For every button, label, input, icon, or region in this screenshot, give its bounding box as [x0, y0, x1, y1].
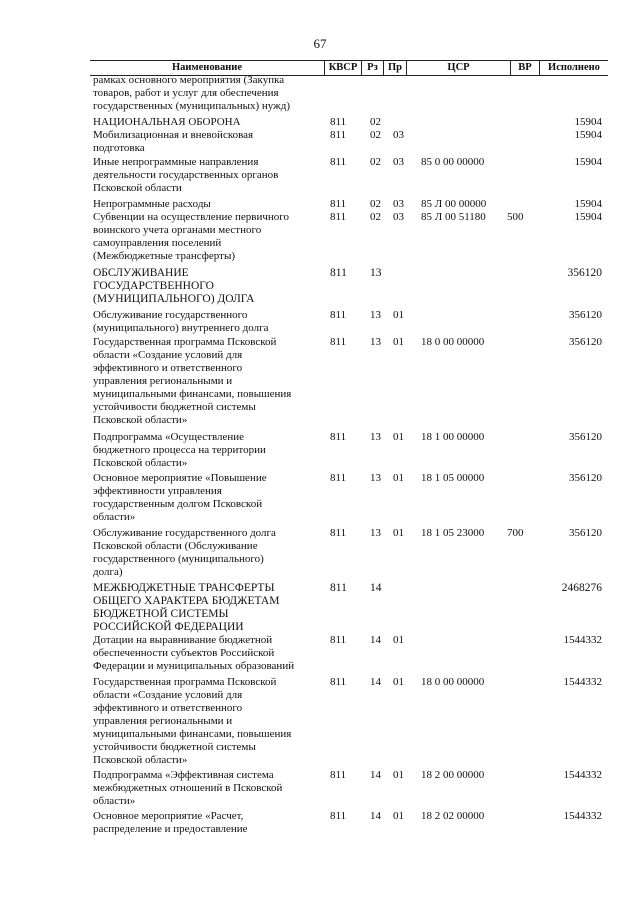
name-line: Псковской области: [93, 182, 182, 194]
cell-csr: 85 Л 00 00000: [421, 198, 487, 210]
name-line: воинского учета органами местного: [93, 224, 262, 236]
cell-kvsr: 811: [330, 198, 347, 210]
cell-name: [93, 582, 315, 634]
name-line: товаров, работ и услуг для обеспечения: [93, 87, 279, 99]
cell-executed: 356120: [569, 431, 602, 443]
name-line: (МУНИЦИПАЛЬНОГО) ДОЛГА: [93, 293, 255, 305]
cell-name: [93, 769, 315, 808]
name-line: РОССИЙСКОЙ ФЕДЕРАЦИИ: [93, 621, 244, 633]
page-number: 67: [313, 36, 327, 51]
cell-executed: 356120: [569, 336, 602, 348]
cell-csr: 18 1 05 00000: [421, 472, 485, 484]
cell-rz: 13: [370, 309, 381, 321]
column-header-pr: Пр: [383, 61, 406, 75]
name-line: области»: [93, 511, 136, 523]
name-line: Федерации и муниципальных образований: [93, 660, 295, 672]
cell-rz: 14: [370, 769, 381, 781]
cell-name: [93, 676, 315, 767]
cell-name: [93, 309, 315, 335]
cell-name: [93, 336, 315, 427]
cell-rz: 14: [370, 676, 381, 688]
cell-csr: 18 1 00 00000: [421, 431, 485, 443]
cell-pr: 03: [393, 129, 404, 141]
cell-kvsr: 811: [330, 634, 347, 646]
cell-executed: 356120: [569, 527, 602, 539]
cell-name: [93, 431, 315, 470]
name-line: устойчивости бюджетной системы: [93, 401, 256, 413]
cell-name: [93, 810, 315, 836]
cell-executed: 1544332: [563, 634, 602, 646]
name-line: Государственная программа Псковской: [93, 336, 277, 348]
name-line: Субвенции на осуществление первичного: [93, 211, 290, 223]
cell-kvsr: 811: [330, 582, 347, 594]
cell-csr: 85 0 00 00000: [421, 156, 485, 168]
column-header-kvsr: КВСР: [324, 61, 361, 75]
name-line: деятельности государственных органов: [93, 169, 279, 181]
name-line: Государственная программа Псковской: [93, 676, 277, 688]
name-line: долга): [93, 566, 123, 578]
cell-kvsr: 811: [330, 129, 347, 141]
name-line: подготовка: [93, 142, 145, 154]
cell-name: [93, 156, 315, 195]
cell-rz: 02: [370, 156, 381, 168]
cell-executed: 15904: [574, 129, 602, 141]
cell-name: [93, 74, 315, 113]
cell-name: [93, 198, 315, 211]
cell-rz: 14: [370, 810, 381, 822]
name-line: государственных (муниципальных) нужд): [93, 100, 290, 112]
name-line: Иные непрограммные направления: [93, 156, 259, 168]
name-line: самоуправления поселений: [93, 237, 222, 249]
cell-kvsr: 811: [330, 211, 347, 223]
cell-pr: 01: [393, 676, 404, 688]
cell-kvsr: 811: [330, 676, 347, 688]
cell-pr: 01: [393, 527, 404, 539]
cell-rz: 14: [370, 582, 382, 594]
name-line: Псковской области»: [93, 754, 188, 766]
column-header-csr: ЦСР: [406, 61, 510, 75]
name-line: Основное мероприятие «Повышение: [93, 472, 267, 484]
name-line: (муниципального) внутреннего долга: [93, 322, 269, 334]
name-line: области «Создание условий для: [93, 349, 243, 361]
cell-executed: 15904: [574, 156, 602, 168]
column-header-executed: Исполнено: [539, 61, 608, 75]
cell-pr: 03: [393, 156, 404, 168]
cell-rz: 13: [370, 472, 381, 484]
cell-kvsr: 811: [330, 810, 347, 822]
cell-name: [93, 472, 315, 524]
name-line: эффективного и ответственного: [93, 362, 243, 374]
name-line: бюджетного процесса на территории: [93, 444, 266, 456]
cell-executed: 356120: [569, 309, 602, 321]
cell-executed: 2468276: [561, 582, 602, 594]
cell-executed: 1544332: [563, 810, 602, 822]
name-line: (Межбюджетные трансферты): [93, 250, 235, 262]
cell-kvsr: 811: [330, 267, 347, 279]
cell-pr: 01: [393, 634, 404, 646]
name-line: Псковской области»: [93, 414, 188, 426]
name-line: управления региональными и: [93, 375, 233, 387]
cell-executed: 15904: [574, 198, 602, 210]
name-line: ГОСУДАРСТВЕННОГО: [93, 280, 214, 292]
cell-name: [93, 634, 315, 673]
name-line: Подпрограмма «Эффективная система: [93, 769, 274, 781]
cell-rz: 13: [370, 527, 381, 539]
cell-pr: 01: [393, 810, 404, 822]
cell-csr: 85 Л 00 51180: [421, 211, 486, 223]
cell-kvsr: 811: [330, 336, 347, 348]
column-header-vr: ВР: [510, 61, 539, 75]
cell-pr: 01: [393, 336, 404, 348]
cell-name: [93, 211, 315, 263]
cell-pr: 01: [393, 431, 404, 443]
cell-kvsr: 811: [330, 769, 347, 781]
name-line: МЕЖБЮДЖЕТНЫЕ ТРАНСФЕРТЫ: [93, 582, 275, 594]
cell-pr: 03: [393, 198, 404, 210]
cell-executed: 1544332: [563, 676, 602, 688]
cell-csr: 18 0 00 00000: [421, 676, 485, 688]
cell-kvsr: 811: [330, 156, 347, 168]
cell-kvsr: 811: [330, 309, 347, 321]
name-line: Мобилизационная и вневойсковая: [93, 129, 254, 141]
name-line: рамках основного мероприятия (Закупка: [93, 74, 285, 86]
name-line: распределение и предоставление: [93, 823, 248, 835]
cell-pr: 01: [393, 769, 404, 781]
name-line: области «Создание условий для: [93, 689, 243, 701]
name-line: эффективности управления: [93, 485, 222, 497]
name-line: устойчивости бюджетной системы: [93, 741, 256, 753]
cell-csr: 18 2 00 00000: [421, 769, 485, 781]
name-line: управления региональными и: [93, 715, 233, 727]
cell-csr: 18 1 05 23000: [421, 527, 485, 539]
cell-executed: 1544332: [563, 769, 602, 781]
cell-rz: 02: [370, 129, 381, 141]
name-line: муниципальными финансами, повышения: [93, 388, 292, 400]
cell-vr: 500: [507, 211, 524, 223]
name-line: Псковской области (Обслуживание: [93, 540, 258, 552]
name-line: эффективного и ответственного: [93, 702, 243, 714]
name-line: ОБСЛУЖИВАНИЕ: [93, 267, 189, 279]
cell-executed: 15904: [574, 116, 602, 128]
name-line: Дотации на выравнивание бюджетной: [93, 634, 273, 646]
cell-kvsr: 811: [330, 116, 347, 128]
name-line: Подпрограмма «Осуществление: [93, 431, 245, 443]
cell-name: [93, 116, 315, 129]
cell-name: [93, 129, 315, 155]
cell-kvsr: 811: [330, 431, 347, 443]
cell-vr: 700: [507, 527, 524, 539]
name-line: БЮДЖЕТНОЙ СИСТЕМЫ: [93, 608, 229, 620]
name-line: межбюджетных отношений в Псковской: [93, 782, 283, 794]
cell-kvsr: 811: [330, 472, 347, 484]
cell-executed: 356120: [567, 267, 602, 279]
name-line: НАЦИОНАЛЬНАЯ ОБОРОНА: [93, 116, 241, 128]
cell-name: [93, 527, 315, 579]
cell-rz: 13: [370, 336, 381, 348]
name-line: Основное мероприятие «Расчет,: [93, 810, 244, 822]
cell-pr: 01: [393, 309, 404, 321]
cell-name: [93, 267, 315, 306]
cell-pr: 03: [393, 211, 404, 223]
cell-rz: 02: [370, 116, 381, 128]
cell-executed: 15904: [574, 211, 602, 223]
cell-csr: 18 0 00 00000: [421, 336, 485, 348]
cell-csr: 18 2 02 00000: [421, 810, 485, 822]
name-line: обеспеченности субъектов Российской: [93, 647, 275, 659]
cell-rz: 02: [370, 211, 381, 223]
name-line: государственного (муниципального): [93, 553, 264, 565]
name-line: муниципальными финансами, повышения: [93, 728, 292, 740]
cell-rz: 14: [370, 634, 381, 646]
name-line: Обслуживание государственного долга: [93, 527, 276, 539]
cell-executed: 356120: [569, 472, 602, 484]
name-line: Непрограммные расходы: [93, 198, 211, 210]
cell-rz: 13: [370, 431, 381, 443]
column-header-name: Наименование: [172, 62, 242, 73]
cell-kvsr: 811: [330, 527, 347, 539]
cell-rz: 02: [370, 198, 381, 210]
name-line: государственным долгом Псковской: [93, 498, 263, 510]
cell-pr: 01: [393, 472, 404, 484]
column-header-rz: Рз: [361, 61, 383, 75]
name-line: Псковской области»: [93, 457, 188, 469]
name-line: ОБЩЕГО ХАРАКТЕРА БЮДЖЕТАМ: [93, 595, 280, 607]
cell-rz: 13: [370, 267, 382, 279]
name-line: Обслуживание государственного: [93, 309, 248, 321]
name-line: области»: [93, 795, 136, 807]
